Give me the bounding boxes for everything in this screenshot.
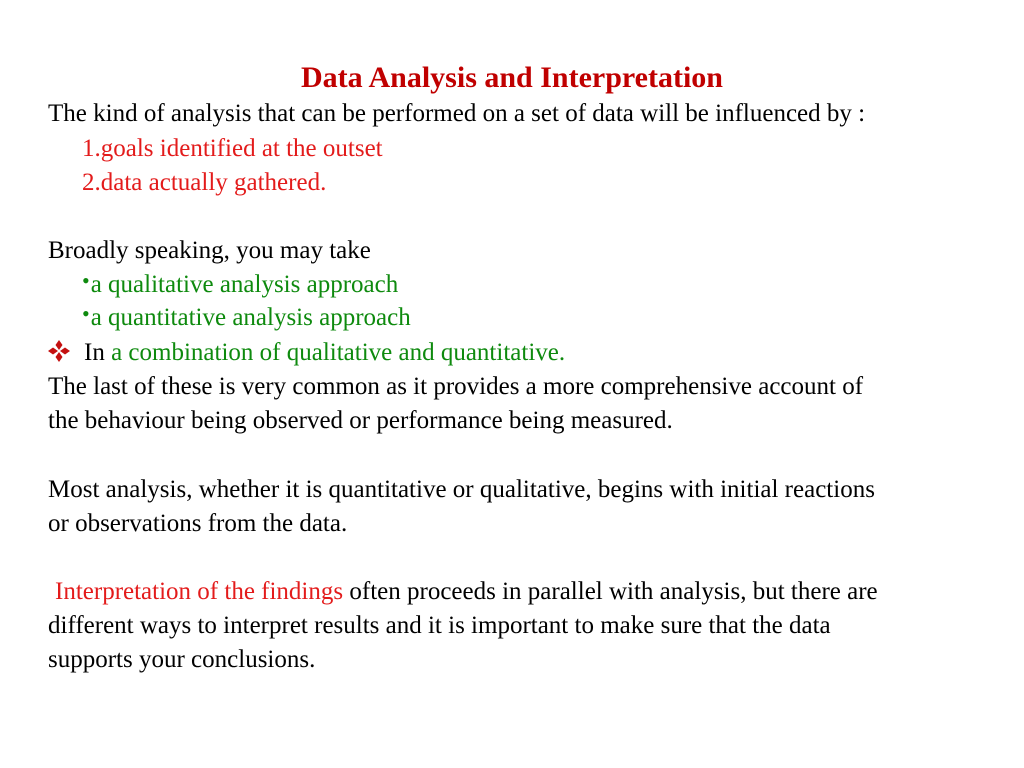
diamond-cluster-icon — [48, 340, 70, 362]
interpretation-highlight: Interpretation of the findings — [55, 578, 344, 605]
combination-prefix: In — [84, 339, 112, 366]
combination-text: a combination of qualitative and quantitative. — [111, 339, 566, 366]
bullet-icon: • — [82, 268, 90, 293]
combination-line — [48, 336, 565, 370]
interpretation-line-2: different ways to interpret results and it is important to make sure that the data — [48, 612, 831, 639]
numbered-item-2: 2.data actually gathered. — [82, 169, 327, 196]
last-paragraph-line-2: the behaviour being observed or performance being measured. — [48, 407, 673, 434]
intro-text: The kind of analysis that can be performed on a set of data will be influenced by : — [48, 100, 866, 127]
interpretation-line-3: supports your conclusions. — [48, 646, 316, 673]
interpretation-line-1 — [55, 575, 878, 609]
most-paragraph-line-1: Most analysis, whether it is quantitative or qualitative, begins with initial reactions — [48, 476, 875, 503]
numbered-item-1: 1.goals identified at the outset — [82, 135, 383, 162]
bullet-icon: • — [82, 301, 90, 326]
bullet-item-label: a qualitative analysis approach — [90, 271, 399, 298]
bullet-item-2 — [82, 301, 411, 335]
last-paragraph-line-1: The last of these is very common as it provides a more comprehensive account of — [48, 373, 864, 400]
bullet-item-label: a quantitative analysis approach — [90, 304, 411, 331]
interpretation-rest: often proceeds in parallel with analysis, but there are — [343, 578, 878, 605]
bullet-item-1 — [82, 268, 398, 302]
most-paragraph-line-2: or observations from the data. — [48, 510, 348, 537]
slide-title: Data Analysis and Interpretation — [301, 61, 723, 94]
broadly-text: Broadly speaking, you may take — [48, 237, 371, 264]
